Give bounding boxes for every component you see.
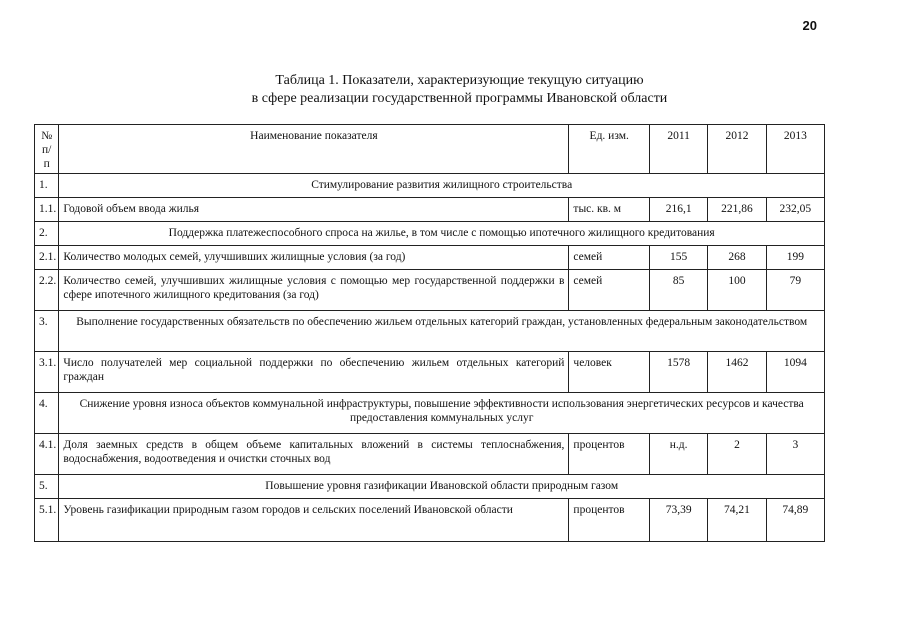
value-2011: 155 — [650, 246, 708, 270]
row-number: 1.1. — [35, 198, 59, 222]
section-number: 1. — [35, 174, 59, 198]
table-row — [35, 246, 825, 270]
section-row — [35, 222, 825, 246]
section-row — [35, 475, 825, 499]
indicator-name: Уровень газификации природным газом городов и сельских поселений Ивановской области — [59, 499, 569, 542]
unit-cell: тыс. кв. м — [569, 198, 650, 222]
value-2011: 85 — [650, 270, 708, 311]
table-caption-line-1: Таблица 1. Показатели, характеризующие текущую ситуацию — [275, 73, 644, 88]
header-num: № п/п — [35, 125, 59, 174]
section-number: 3. — [35, 311, 59, 352]
row-number: 4.1. — [35, 434, 59, 475]
section-row — [35, 311, 825, 352]
section-title: Выполнение государственных обязательств по обеспечению жильем отдельных категорий граждан, установленных федеральным законодательством — [59, 311, 825, 352]
unit-cell: семей — [569, 246, 650, 270]
table-caption — [0, 72, 905, 108]
table-row — [35, 270, 825, 311]
unit-cell: семей — [569, 270, 650, 311]
value-2013: 199 — [766, 246, 824, 270]
header-unit: Ед. изм. — [569, 125, 650, 174]
value-2011: 73,39 — [650, 499, 708, 542]
section-row — [35, 393, 825, 434]
header-2012: 2012 — [708, 125, 766, 174]
row-number: 5.1. — [35, 499, 59, 542]
indicator-name: Количество семей, улучшивших жилищные условия с помощью мер государственной поддержки в сфере ипотечного жилищного кредитования (за год) — [59, 270, 569, 311]
unit-cell: человек — [569, 352, 650, 393]
value-2012: 1462 — [708, 352, 766, 393]
section-title: Снижение уровня износа объектов коммунальной инфраструктуры, повышение эффективности использования энергетических ресурсов и качества предоставления коммунальных услуг — [59, 393, 825, 434]
value-2012: 221,86 — [708, 198, 766, 222]
header-2013: 2013 — [766, 125, 824, 174]
value-2012: 2 — [708, 434, 766, 475]
section-row — [35, 174, 825, 198]
indicator-name: Количество молодых семей, улучшивших жилищные условия (за год) — [59, 246, 569, 270]
indicator-name: Доля заемных средств в общем объеме капитальных вложений в системы теплоснабжения, водоснабжения, водоотведения и очистки сточных вод — [59, 434, 569, 475]
section-title: Стимулирование развития жилищного строительства — [59, 174, 825, 198]
table-row — [35, 352, 825, 393]
section-title: Повышение уровня газификации Ивановской области природным газом — [59, 475, 825, 499]
row-number: 2.1. — [35, 246, 59, 270]
value-2011: 216,1 — [650, 198, 708, 222]
indicator-name: Число получателей мер социальной поддержки по обеспечению жильем отдельных категорий граждан — [59, 352, 569, 393]
value-2011: н.д. — [650, 434, 708, 475]
section-title: Поддержка платежеспособного спроса на жилье, в том числе с помощью ипотечного жилищного кредитования — [59, 222, 825, 246]
table-row — [35, 198, 825, 222]
table-row — [35, 434, 825, 475]
table-caption-line-2: в сфере реализации государственной программы Ивановской области — [251, 91, 668, 106]
value-2012: 74,21 — [708, 499, 766, 542]
value-2013: 3 — [766, 434, 824, 475]
value-2013: 74,89 — [766, 499, 824, 542]
unit-cell: процентов — [569, 434, 650, 475]
row-number: 3.1. — [35, 352, 59, 393]
value-2012: 100 — [708, 270, 766, 311]
section-number: 2. — [35, 222, 59, 246]
section-number: 4. — [35, 393, 59, 434]
unit-cell: процентов — [569, 499, 650, 542]
table-header-row — [35, 125, 825, 174]
header-name: Наименование показателя — [59, 125, 569, 174]
page-number: 20 — [802, 18, 817, 33]
value-2011: 1578 — [650, 352, 708, 393]
value-2013: 79 — [766, 270, 824, 311]
indicator-name: Годовой объем ввода жилья — [59, 198, 569, 222]
section-number: 5. — [35, 475, 59, 499]
header-2011: 2011 — [650, 125, 708, 174]
row-number: 2.2. — [35, 270, 59, 311]
value-2013: 1094 — [766, 352, 824, 393]
value-2013: 232,05 — [766, 198, 824, 222]
value-2012: 268 — [708, 246, 766, 270]
table-row — [35, 499, 825, 542]
indicators-table — [34, 124, 825, 542]
